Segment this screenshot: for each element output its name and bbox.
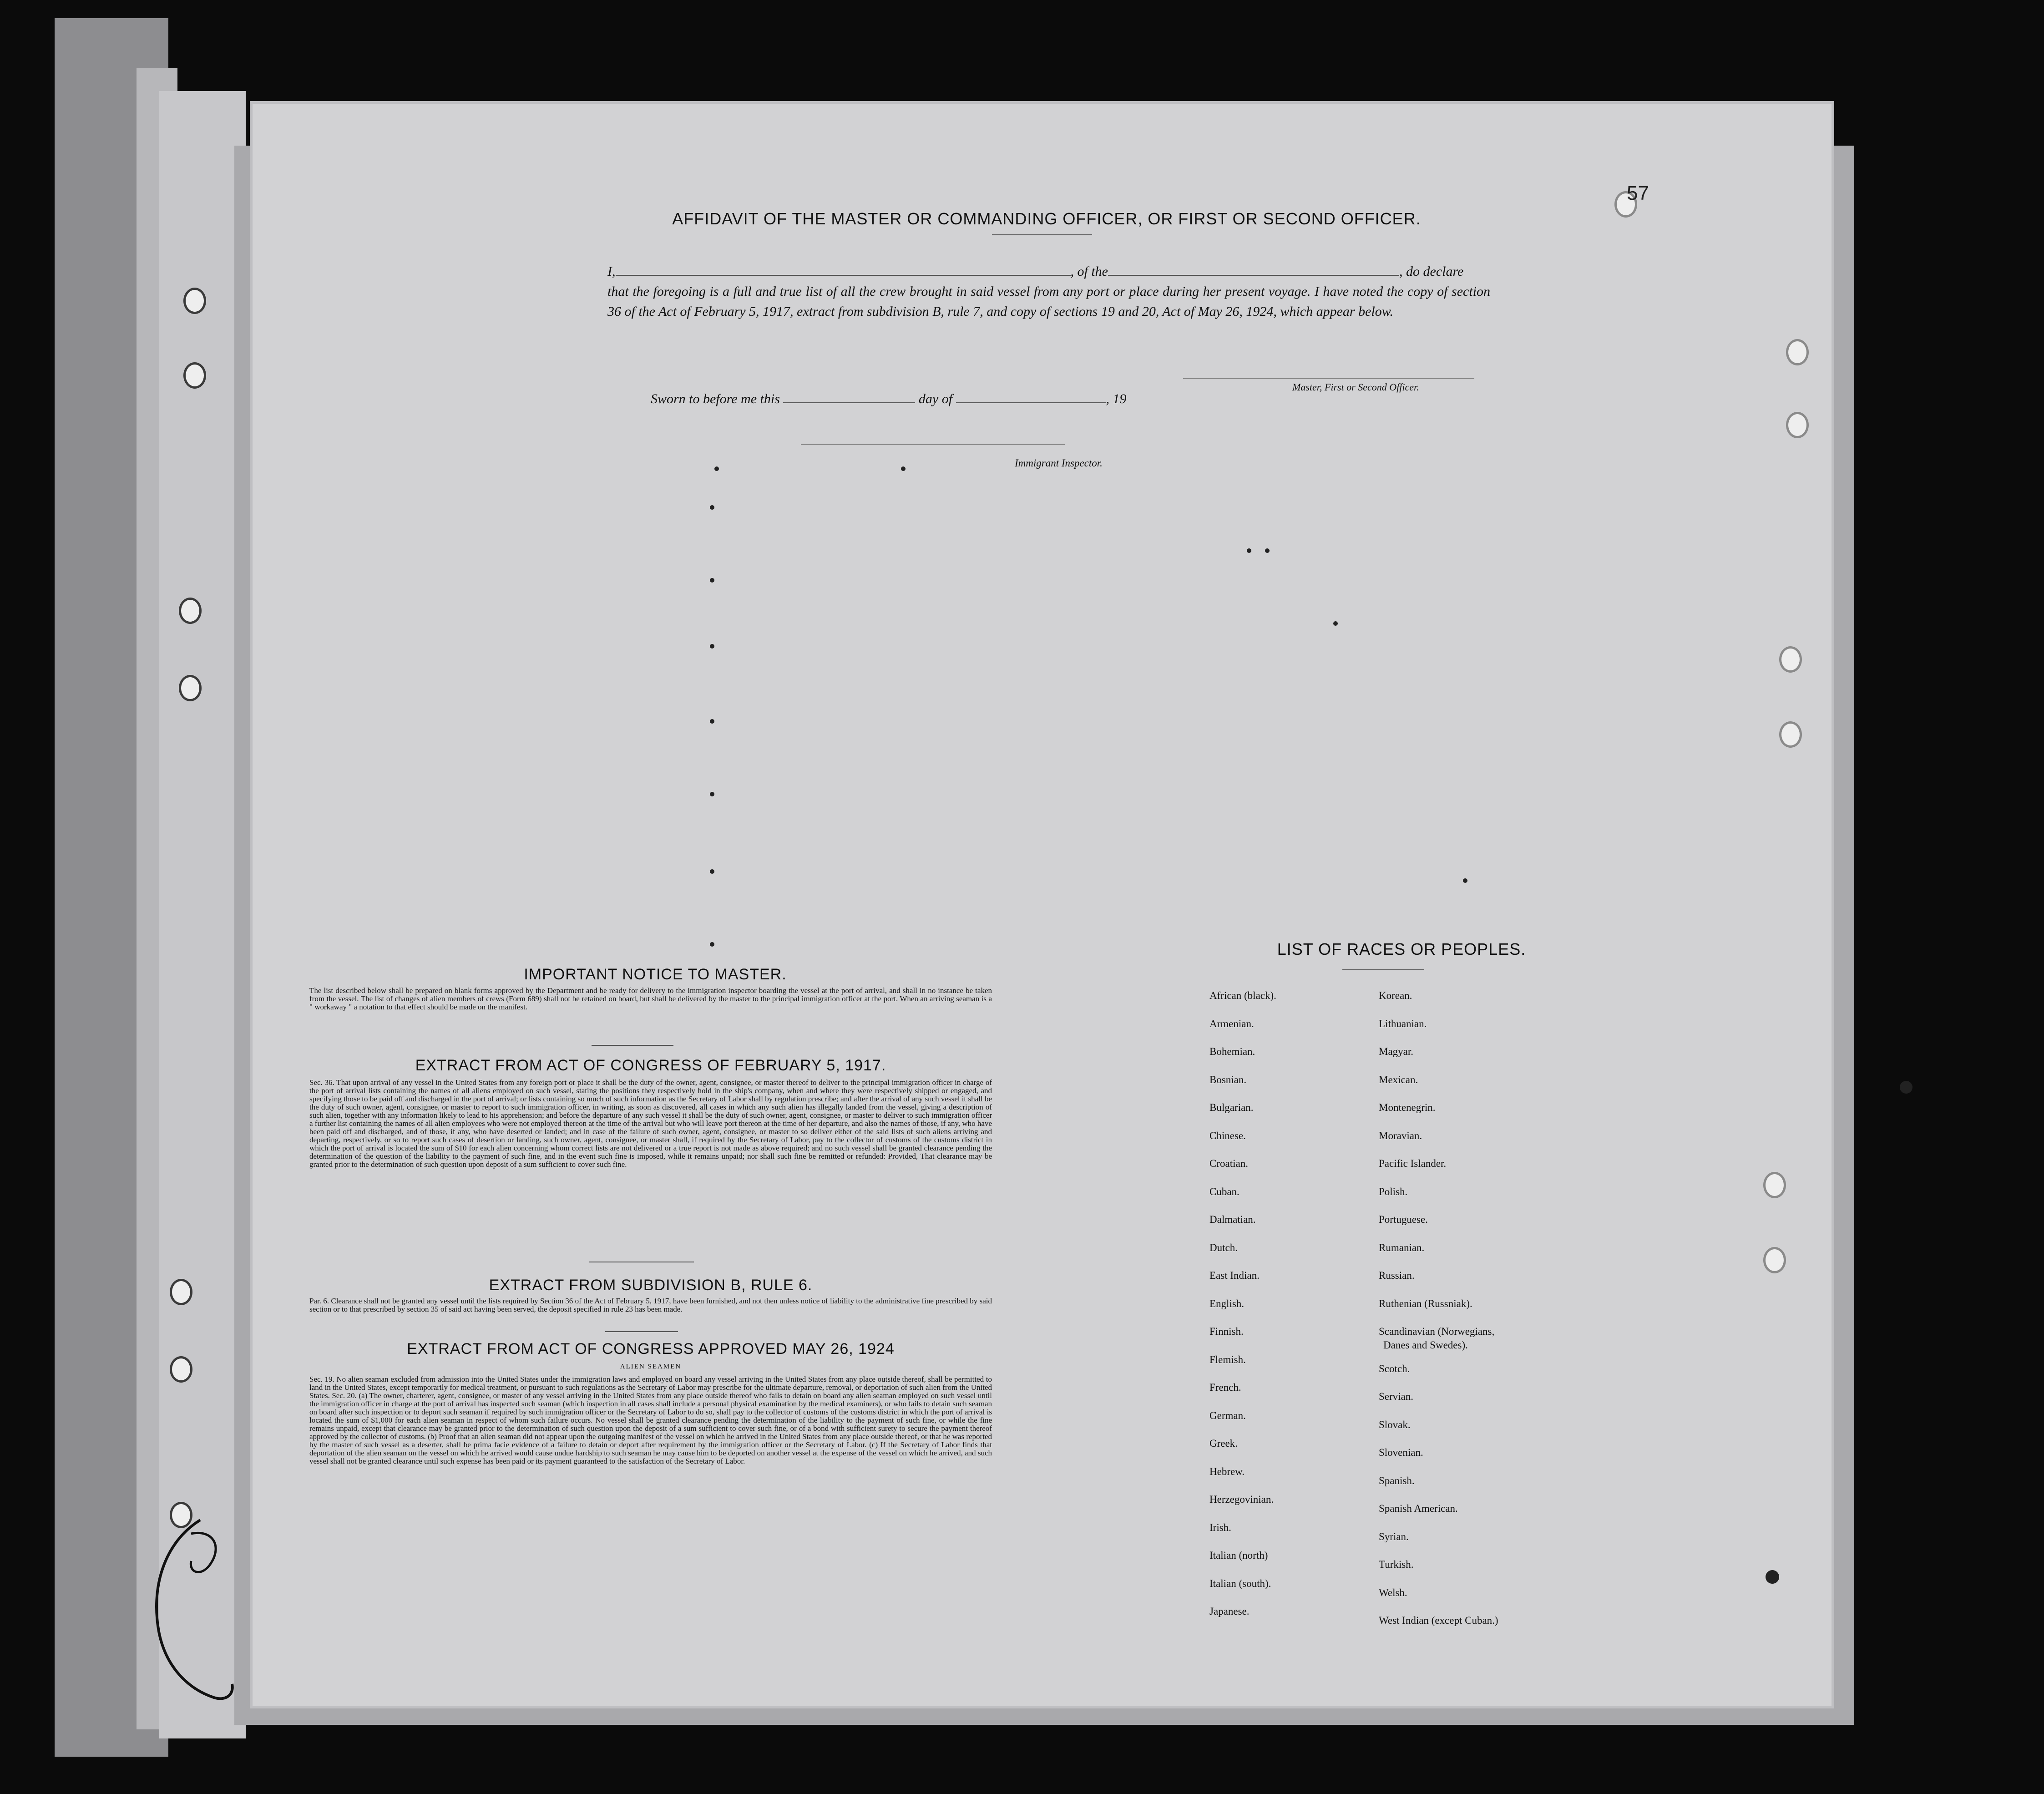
- race-item: German.: [1209, 1409, 1246, 1421]
- sworn-start: Sworn to before me this: [651, 391, 780, 406]
- race-item: Armenian.: [1209, 1018, 1254, 1029]
- speck: [710, 719, 714, 724]
- race-item: Spanish.: [1379, 1475, 1415, 1486]
- race-item: Ruthenian (Russniak).: [1379, 1297, 1472, 1309]
- affidavit-line1-mid: , of the: [1070, 264, 1108, 279]
- speck: [1333, 621, 1338, 626]
- race-item: Japanese.: [1209, 1606, 1250, 1617]
- race-item: Bulgarian.: [1209, 1102, 1254, 1113]
- affidavit-text: [607, 262, 1490, 322]
- notice-text: The list described below shall be prepared on blank forms approved by the Department and be ready for delivery to the immigration inspector boarding the vessel at the port of arrival, and shall in no instance be taken from the vessel. The list of changes of alien members of crews (Form 689) shall not be retained on board, but shall be delivered by the master to the principal immigration officer at the port. When an arriving seaman is a " workaway " a notation to that effect should be made on the manifest.: [309, 986, 992, 1011]
- divider: [592, 1045, 673, 1046]
- inspector-signature-line: [801, 444, 1065, 445]
- race-item: Russian.: [1379, 1270, 1415, 1281]
- race-item: Italian (south).: [1209, 1577, 1271, 1589]
- sworn-end: , 19: [1106, 391, 1127, 406]
- race-item: Dutch.: [1209, 1242, 1238, 1253]
- extract-1917-title: EXTRACT FROM ACT OF CONGRESS OF FEBRUARY 5, 1917.: [415, 1057, 886, 1074]
- speck: [710, 644, 714, 649]
- race-item: Scotch.: [1379, 1363, 1410, 1374]
- punch-hole: [170, 1356, 192, 1383]
- race-item: Greek.: [1209, 1438, 1238, 1449]
- extract-1924-title: EXTRACT FROM ACT OF CONGRESS APPROVED MAY 26, 1924: [407, 1340, 895, 1358]
- affidavit-line1-start: I,: [607, 264, 616, 279]
- race-item: Flemish.: [1209, 1353, 1246, 1365]
- speck: [710, 505, 714, 510]
- race-item: Slovenian.: [1379, 1447, 1423, 1458]
- month-blank: [956, 391, 1106, 403]
- race-item: Bohemian.: [1209, 1046, 1255, 1057]
- divider: [1342, 969, 1424, 970]
- race-item: Rumanian.: [1379, 1242, 1425, 1253]
- inspector-label: Immigrant Inspector.: [1015, 457, 1103, 469]
- speck: [710, 942, 714, 947]
- race-item: African (black).: [1209, 990, 1276, 1001]
- race-item: Korean.: [1379, 990, 1412, 1001]
- speck: [710, 792, 714, 796]
- affidavit-body: that the foregoing is a full and true list of all the crew brought in said vessel from any port or place during her present voyage. I have noted the copy of section 36 of the Act of February 5, 1917, extract from subdivision B, rule 7, and copy of sections 19 and 20, Act of May 26, 1924, which appear below.: [607, 284, 1490, 319]
- race-item: Welsh.: [1379, 1586, 1407, 1598]
- extract-subdivision-text: Par. 6. Clearance shall not be granted any vessel until the lists required by Section 36 of the Act of February 5, 1917, have been furnished, and not then unless notice of liability to the administrative fine prescribed by said section or to that prescribed by section 35 of said act having been served, the deposit specified in rule 23 has been made.: [309, 1297, 992, 1313]
- race-item: Herzegovinian.: [1209, 1494, 1274, 1505]
- race-item: Moravian.: [1379, 1130, 1422, 1141]
- race-item: Bosnian.: [1209, 1074, 1247, 1085]
- extract-subdivision-title: EXTRACT FROM SUBDIVISION B, RULE 6.: [489, 1277, 813, 1294]
- punch-hole: [170, 1279, 192, 1305]
- punch-hole: [183, 288, 206, 314]
- divider: [605, 1331, 678, 1332]
- race-item: Lithuanian.: [1379, 1018, 1427, 1029]
- punch-hole: [183, 362, 206, 389]
- race-item: Dalmatian.: [1209, 1214, 1256, 1225]
- race-item: Mexican.: [1379, 1074, 1418, 1085]
- extract-1924-subtitle: ALIEN SEAMEN: [620, 1363, 682, 1370]
- day-blank: [783, 391, 915, 403]
- page-number-mark: 57: [1627, 182, 1649, 204]
- punch-hole: [1779, 721, 1802, 748]
- speck: [1463, 878, 1467, 883]
- extract-1917-text: Sec. 36. That upon arrival of any vessel in the United States from any foreign port or place it shall be the duty of the owner, agent, consignee, or master thereof to deliver to the principal immigration officer in charge of the port of arrival lists containing the names of all aliens employed on such vessel, stating the positions they respectively hold in the ship's company, when and where they were respectively shipped or engaged, and specifying those to be paid off and discharged in the port of arrival; or lists containing so much of such information as the Secretary of Labor shall by regulation prescribe; and after the arrival of any such vessel it shall be the duty of such owner, agent, consignee, or master to report to such immigration officer, in writing, as soon as discovered, all cases in which any such alien has illegally landed from the vessel, giving a description of such alien, together with any information likely to lead to his apprehension; and before the departure of any such vessel it shall be the duty of such owner, agent, consignee, or master to deliver to such immigration officer a further list containing the names of all alien employees who were not employed thereon at the time of the arrival but who will leave port thereon at the time of her departure, and also the names of those, if any, who have been paid off and discharged, and of those, if any, who have deserted or landed; and in case of the failure of such owner, agent, consignee, or master to so deliver either of the said lists of such aliens arriving and departing, respectively, or so to report such cases of desertion or landing, such owner, agent, consignee, or master shall, if required by the Secretary of Labor, pay to the collector of customs of the customs district in which the port of arrival is located the sum of $10 for each alien concerning whom correct lists are not delivered or a true report is not made as above required; and no such vessel shall be granted clearance pending the determination of the question of the liability to the payment of such fine, and in the event such fine is imposed, while it remains unpaid; nor shall such fine be remitted or refunded: Provided, That clearance may be granted prior to the determination of such question upon deposit of a sum sufficient to cover such fine.: [309, 1078, 992, 1169]
- sworn-mid: day of: [918, 391, 953, 406]
- binder-dot: [1900, 1081, 1912, 1094]
- race-item: Danes and Swedes).: [1383, 1339, 1468, 1351]
- speck: [1265, 548, 1270, 553]
- punch-hole: [1763, 1247, 1786, 1273]
- notice-title: IMPORTANT NOTICE TO MASTER.: [524, 966, 787, 983]
- race-item: Spanish American.: [1379, 1503, 1458, 1514]
- punch-hole: [179, 675, 202, 701]
- extract-1924-text: Sec. 19. No alien seaman excluded from admission into the United States under the immigration laws and employed on board any vessel arriving in the United States from any place outside thereof, shall be permitted to land in the United States, except temporarily for medical treatment, or pursuant to such regulations as the Secretary of Labor may prescribe for the ultimate departure, removal, or deportation of such alien from the United States. Sec. 20. (a) The owner, charterer, agent, consignee, or master of any vessel arriving in the United States from any place outside thereof who fails to detain on board any alien seaman employed on such vessel until the immigration officer in charge at the port of arrival has inspected such seaman (which inspection in all cases shall include a personal physical examination by the medical examiners), or who fails to detain such seaman on board after such inspection or to deport such seaman if required by such immigration officer or the Secretary of Labor to do so, shall pay to the collector of customs of the customs district in which the port of arrival is located the sum of $1,000 for each alien seaman in respect of whom such failure occurs. No vessel shall be granted clearance pending the determination of the liability to the payment of such fine, or while the fine remains unpaid, except that clearance may be granted prior to the determination of such question upon the deposit of a sum sufficient to cover such fine, or of a bond with sufficient surety to secure the payment thereof approved by the collector of customs. (b) Proof that an alien seaman did not appear upon the outgoing manifest of the vessel on which he arrived in the United States from any place outside thereof, or that he was reported by the master of such vessel as a deserter, shall be prima facie evidence of a failure to detain or deport after requirement by the immigration officer or the Secretary of Labor. (c) If the Secretary of Labor finds that deportation of the alien seaman on the vessel on which he arrived would cause undue hardship to such seaman he may cause him to be deported on another vessel at the expense of the vessel on which he arrived, and such vessel shall not be granted clearance until such expense has been paid or its payment guaranteed to the satisfaction of the Secretary of Labor.: [309, 1375, 992, 1465]
- races-title: LIST OF RACES OR PEOPLES.: [1277, 940, 1526, 958]
- race-item: East Indian.: [1209, 1270, 1260, 1281]
- affidavit-title: AFFIDAVIT OF THE MASTER OR COMMANDING OFFICER, OR FIRST OR SECOND OFFICER.: [672, 209, 1421, 228]
- speck: [710, 578, 714, 583]
- race-item: Croatian.: [1209, 1158, 1248, 1169]
- speck: [901, 466, 906, 471]
- signature-line: [1183, 378, 1474, 379]
- race-item: Pacific Islander.: [1379, 1158, 1447, 1169]
- speck: [710, 869, 714, 874]
- punch-hole: [1786, 412, 1809, 438]
- race-item: Portuguese.: [1379, 1214, 1428, 1225]
- race-item: West Indian (except Cuban.): [1379, 1615, 1498, 1626]
- race-item: English.: [1209, 1297, 1245, 1309]
- race-item: Slovak.: [1379, 1419, 1411, 1430]
- race-item: Syrian.: [1379, 1530, 1409, 1542]
- race-item: Polish.: [1379, 1186, 1408, 1197]
- race-item: Hebrew.: [1209, 1465, 1245, 1477]
- race-item: Servian.: [1379, 1391, 1414, 1402]
- speck: [1247, 548, 1251, 553]
- handwritten-scribble: [146, 1515, 246, 1707]
- affidavit-line1-end: , do declare: [1399, 264, 1464, 279]
- race-item: Italian (north): [1209, 1550, 1268, 1561]
- document-page: [253, 104, 1832, 1706]
- binder-dot: [1766, 1570, 1779, 1584]
- vessel-blank: [1108, 264, 1399, 276]
- underlying-pages-edge-inner: [159, 91, 246, 1738]
- race-item: Turkish.: [1379, 1559, 1414, 1570]
- race-item: Irish.: [1209, 1521, 1231, 1533]
- race-item: Cuban.: [1209, 1186, 1240, 1197]
- title-underline: [992, 234, 1092, 235]
- sworn-line: [651, 391, 1127, 407]
- signature-label: Master, First or Second Officer.: [1292, 381, 1419, 393]
- race-item: Chinese.: [1209, 1130, 1246, 1141]
- punch-hole: [1786, 339, 1809, 365]
- race-item: Finnish.: [1209, 1326, 1244, 1337]
- race-item: French.: [1209, 1382, 1241, 1393]
- race-item: Scandinavian (Norwegians,: [1379, 1326, 1495, 1337]
- name-blank: [616, 264, 1071, 276]
- punch-hole: [1763, 1172, 1786, 1198]
- speck: [714, 466, 719, 471]
- punch-hole: [179, 598, 202, 624]
- race-item: Magyar.: [1379, 1046, 1414, 1057]
- punch-hole: [1779, 646, 1802, 673]
- race-item: Montenegrin.: [1379, 1102, 1436, 1113]
